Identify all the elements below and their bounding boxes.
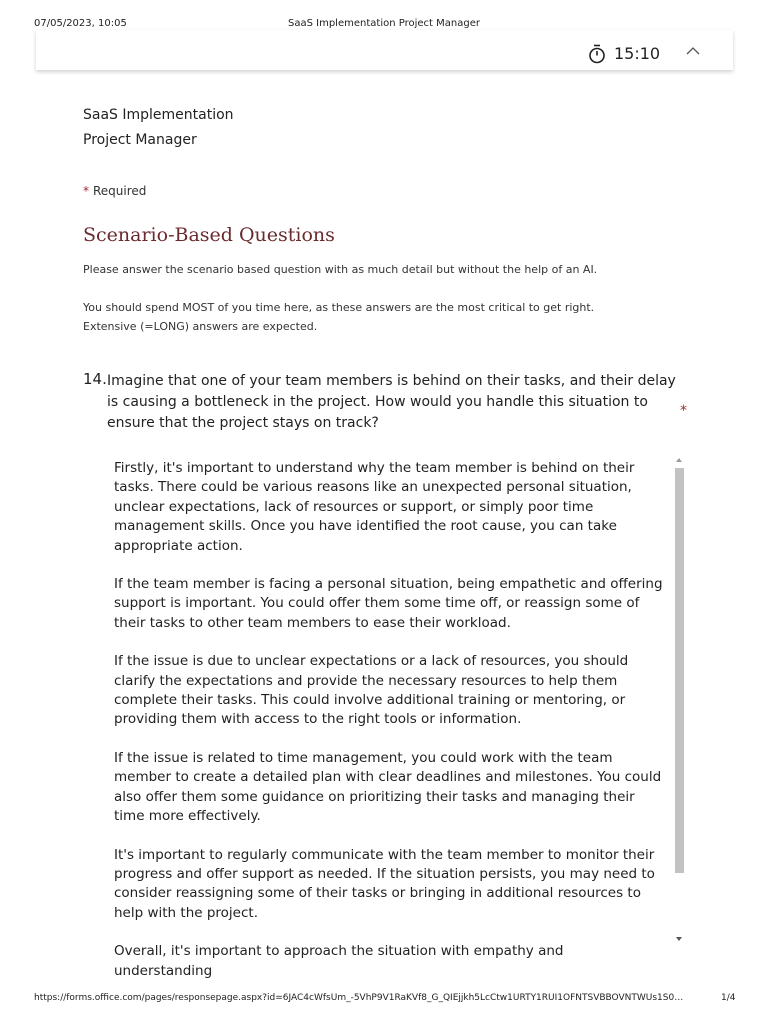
print-title: SaaS Implementation Project Manager xyxy=(288,18,480,29)
required-note xyxy=(83,184,146,198)
required-star: * xyxy=(83,184,89,198)
section-instructions-line2: Extensive (=LONG) answers are expected. xyxy=(83,320,318,333)
answer-paragraph: If the issue is related to time management, you could work with the team member to create a detailed plan with clear deadlines and milestones. You could also offer them some guidance on prioritizing their tasks and managing their time more effectively. xyxy=(114,749,662,825)
section-title: Scenario-Based Questions xyxy=(83,224,335,246)
answer-paragraph: Firstly, it's important to understand why the team member is behind on their tasks. There could be various reasons like an unexpected personal situation, unclear expectations, lack of resources or support, or simply poor time management skills. Once you have identified the root cause, you can take appropriate action. xyxy=(114,460,635,554)
scroll-thumb[interactable] xyxy=(675,468,684,873)
question-text: Imagine that one of your team members is behind on their tasks, and their delay is causing a bottleneck in the project. How would you handle this situation to ensure that the project stays on track? xyxy=(107,373,676,431)
question-number: 14. xyxy=(83,370,107,388)
stopwatch-icon xyxy=(588,44,606,64)
answer-text[interactable] xyxy=(114,459,664,1000)
form-title-line1: SaaS Implementation xyxy=(83,107,234,123)
answer-scrollbar[interactable] xyxy=(672,452,686,948)
answer-paragraph: If the issue is due to unclear expectations or a lack of resources, you should clarify the expectations and provide the necessary resources to help them complete their tasks. This could involve additional training or mentoring, or providing them with access to the right tools or information. xyxy=(114,653,629,728)
answer-paragraph: It's important to regularly communicate with the team member to monitor their progress and offer support as needed. If the situation persists, you may need to consider reassigning some of their tasks or bringing in additional resources to help with the project. xyxy=(114,846,655,921)
timer-bar xyxy=(36,30,733,70)
section-description: Please answer the scenario based question with as much detail but without the help of an AI. xyxy=(83,263,598,276)
print-datetime: 07/05/2023, 10:05 xyxy=(34,18,127,29)
answer-paragraph: If the team member is facing a personal situation, being empathetic and offering support is important. You could offer them some time off, or reassign some of their tasks to other team members to ease their workload. xyxy=(114,576,663,631)
section-instructions-line1: You should spend MOST of you time here, as these answers are the most critical to get right. xyxy=(83,301,595,314)
timer-value: 15:10 xyxy=(614,44,661,63)
required-label: Required xyxy=(93,184,147,198)
section-instructions xyxy=(83,298,683,336)
chevron-up-icon[interactable] xyxy=(686,46,700,56)
form-title-line2: Project Manager xyxy=(83,132,197,148)
page-url: https://forms.office.com/pages/responsepage.aspx?id=6JAC4cWfsUm_-5VhP9V1RaKVf8_G_QIEjjkh5LcCtw1URTY1RUI1OFNTSVBBOVNTWUs1S0… xyxy=(34,993,684,1003)
question-required-star: * xyxy=(680,403,687,419)
form-title xyxy=(83,103,383,153)
answer-textarea[interactable] xyxy=(98,452,687,979)
page-number: 1/4 xyxy=(721,993,736,1003)
scroll-down-icon[interactable] xyxy=(676,937,682,941)
scroll-up-icon[interactable] xyxy=(676,458,682,462)
answer-paragraph: Overall, it's important to approach the situation with empathy and understanding xyxy=(114,943,564,979)
